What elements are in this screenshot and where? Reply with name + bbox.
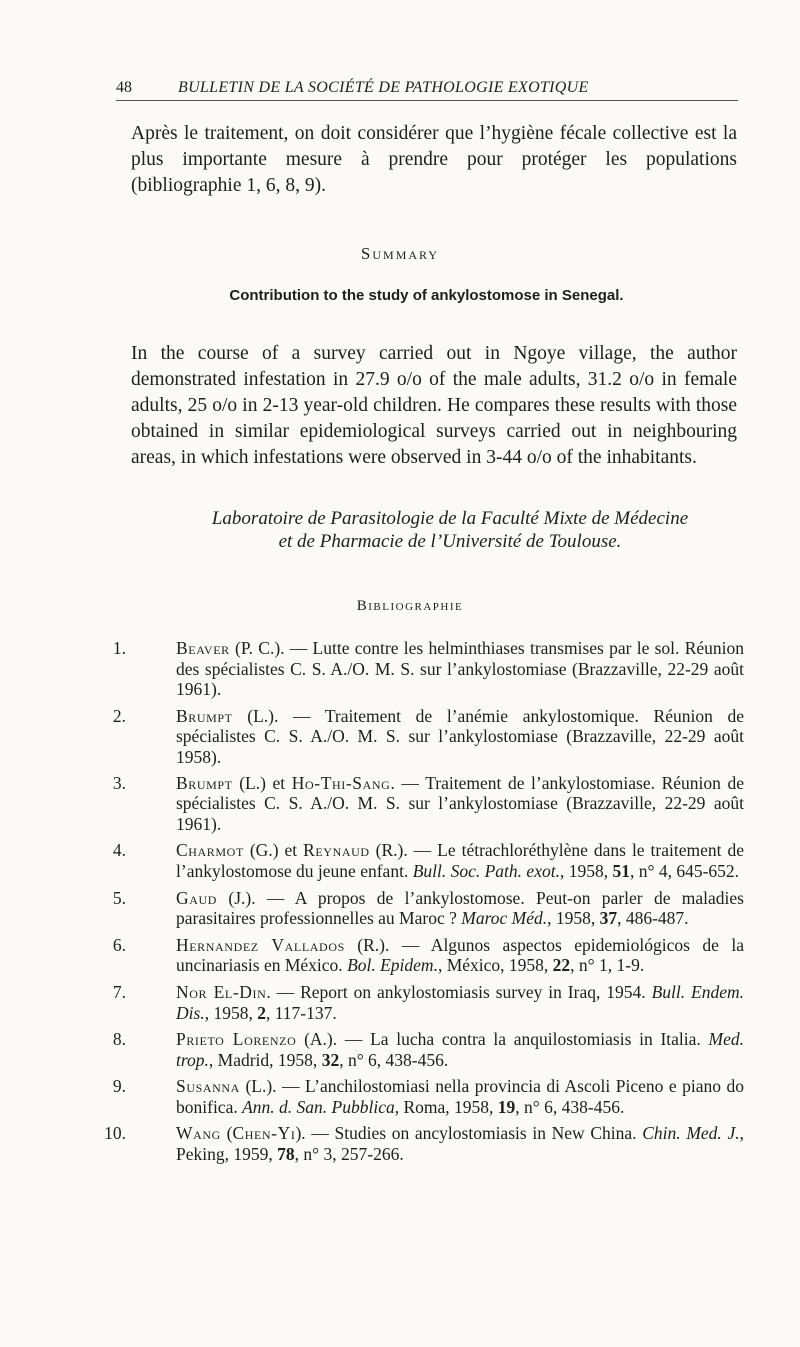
entry-author: Brumpt <box>176 705 233 726</box>
bibliography-entry <box>104 638 744 700</box>
entry-pages: , n° 3, 257-266. <box>294 1144 404 1165</box>
entry-journal: Med. trop. <box>176 1029 745 1070</box>
entry-number: 4. <box>112 840 126 861</box>
entry-number: 2. <box>112 705 126 726</box>
entry-title-text: (P. C.). — Lutte contre les helminthiases transmises par le sol. Réunion des spécialistes C. S. A./O. M. S. sur l’ankylostomiase (Brazzaville, 22-29 août 1961). <box>176 638 744 700</box>
entry-author: Beaver <box>176 638 230 658</box>
entry-place-year: , Roma, 1958, <box>394 1096 498 1117</box>
bibliography-entry <box>104 773 744 835</box>
entry-pages: , n° 4, 645-652. <box>629 860 740 881</box>
entry-text <box>136 840 744 881</box>
entry-number: 1. <box>112 638 126 658</box>
entry-text <box>136 1029 744 1070</box>
entry-title-text: (L.). — Traitement de l’anémie ankylostomique. Réunion de spécialistes C. S. A./O. M. S. sur l’ankylostomiase (Brazzaville, 22-29 août 1958). <box>176 705 744 767</box>
entry-number: 10. <box>104 1123 126 1144</box>
entry-author: Wang <box>176 1123 221 1144</box>
journal-title: BULLETIN DE LA SOCIÉTÉ DE PATHOLOGIE EXOTIQUE <box>178 79 589 96</box>
entry-title-text: ( <box>220 1123 233 1144</box>
bibliography-heading: Bibliographie <box>356 598 464 614</box>
bibliography-entry <box>104 1123 744 1164</box>
summary-body: In the course of a survey carried out in Ngoye village, the author demonstrated infestation in 27.9 o/o of the male adults, 31.2 o/o in female adults, 25 o/o in 2-13 year-old children. He compares these results with those obtained in similar epidemiological surveys carried out in neighbouring areas, in which infestations were observed in 3-44 o/o of the inhabitants. <box>131 343 737 468</box>
entry-text <box>136 706 744 768</box>
entry-number: 5. <box>112 887 126 908</box>
bibliography-entry <box>104 982 744 1023</box>
entry-volume: 19 <box>497 1096 516 1117</box>
entry-number: 7. <box>112 981 126 1002</box>
entry-number: 9. <box>112 1076 126 1097</box>
bibliography-list <box>104 638 744 1165</box>
entry-place-year: , 1958, <box>559 860 613 881</box>
entry-volume: 2 <box>257 1002 266 1023</box>
entry-coauthor: Chen-Yi <box>232 1123 296 1144</box>
entry-place-year: , 1958, <box>204 1002 258 1023</box>
entry-journal: Bol. Epidem. <box>347 955 438 976</box>
entry-pages: , 117-137. <box>265 1002 337 1023</box>
laboratory-line-1: Laboratoire de Parasitologie de la Faculté Mixte de Médecine <box>211 508 689 529</box>
entry-author: Brumpt <box>176 772 233 793</box>
entry-journal: Chin. Med. J. <box>642 1123 740 1144</box>
entry-title-text: (R.). — Algunos aspectos epidemiológicos de la uncinariasis en México. <box>176 934 744 976</box>
entry-pages: , n° 6, 438-456. <box>339 1049 449 1070</box>
entry-place-year: , Peking, 1959, <box>176 1123 744 1165</box>
entry-volume: 32 <box>321 1049 340 1070</box>
entry-title-text: . — Report on ankylostomiasis survey in Iraq, 1954. <box>266 981 652 1002</box>
entry-place-year: , México, 1958, <box>437 955 553 976</box>
entry-place-year: , Madrid, 1958, <box>208 1049 322 1070</box>
entry-text <box>136 638 744 700</box>
entry-author: Gaud <box>176 887 218 908</box>
bibliography-entry <box>104 888 744 929</box>
entry-number: 8. <box>112 1029 126 1050</box>
entry-author: Prieto Lorenzo <box>176 1029 297 1050</box>
entry-author: Hernandez Vallados <box>176 934 345 955</box>
entry-author: Charmot <box>176 840 244 861</box>
entry-title-text: (A.). — La lucha contra la anquilostomiasis in Italia. <box>296 1029 709 1050</box>
entry-text <box>136 935 744 976</box>
entry-journal: Bull. Soc. Path. exot. <box>412 860 560 881</box>
entry-number: 6. <box>112 934 126 955</box>
entry-pages: , 486-487. <box>617 908 689 929</box>
entry-volume: 37 <box>599 908 618 929</box>
entry-author: Nor El-Din <box>176 981 267 1002</box>
summary-title: Contribution to the study of ankylostomose in Senegal. <box>229 287 624 304</box>
entry-number: 3. <box>112 772 126 793</box>
bibliography-entry <box>104 1029 744 1070</box>
entry-coauthor: Reynaud <box>303 840 370 861</box>
entry-title-text: (L.) et <box>232 772 292 793</box>
entry-volume: 51 <box>612 860 630 881</box>
running-header <box>116 76 738 101</box>
bibliography-entry <box>104 935 744 976</box>
entry-volume: 78 <box>277 1144 295 1165</box>
entry-text <box>136 888 744 929</box>
entry-title-text: (L.). — L’anchilostomiasi nella provincia di Ascoli Piceno e piano do bonifica. <box>176 1076 744 1117</box>
entry-place-year: , 1958, <box>547 908 600 929</box>
entry-title-text: ). — Studies on ancylostomiasis in New China. <box>295 1123 643 1144</box>
bibliography-entry <box>104 840 744 881</box>
page-number: 48 <box>116 79 132 96</box>
entry-title-text: . — Traitement de l’ankylostomiase. Réunion de spécialistes C. S. A./O. M. S. sur l’ankylostomiase (Brazzaville, 22-29 août 1961). <box>176 772 745 834</box>
bibliography-entry <box>104 706 744 768</box>
entry-title-text: (R.). — Le tétrachloréthylène dans le traitement de l’ankylostomose du jeune enfant. <box>176 840 744 881</box>
entry-text <box>136 773 744 835</box>
entry-volume: 22 <box>552 955 571 976</box>
entry-author: Susanna <box>176 1076 240 1097</box>
entry-journal: Maroc Méd. <box>461 908 548 929</box>
entry-title-text: (J.). — A propos de l’ankylostomose. Peut-on parler de maladies parasitaires professionnelles au Maroc ? <box>176 887 744 929</box>
laboratory-line-2: et de Pharmacie de l’Université de Toulouse. <box>278 531 622 552</box>
bibliography-entry <box>104 1076 744 1117</box>
entry-text <box>136 1076 744 1117</box>
entry-journal: Bull. Endem. Dis. <box>176 981 744 1023</box>
entry-text <box>136 1123 744 1164</box>
entry-coauthor: Ho-Thi-Sang <box>291 772 391 793</box>
entry-pages: , n° 6, 438-456. <box>515 1096 625 1117</box>
entry-pages: , n° 1, 1-9. <box>570 955 645 976</box>
entry-title-text: (G.) et <box>243 840 304 861</box>
summary-heading: Summary <box>360 244 440 263</box>
entry-journal: Ann. d. San. Pubblica <box>242 1096 395 1117</box>
entry-text <box>136 982 744 1023</box>
intro-paragraph: Après le traitement, on doit considérer que l’hygiène fécale collective est la plus importante mesure à prendre pour protéger les populations (bibliographie 1, 6, 8, 9). <box>131 123 737 196</box>
laboratory-affiliation <box>160 507 740 553</box>
